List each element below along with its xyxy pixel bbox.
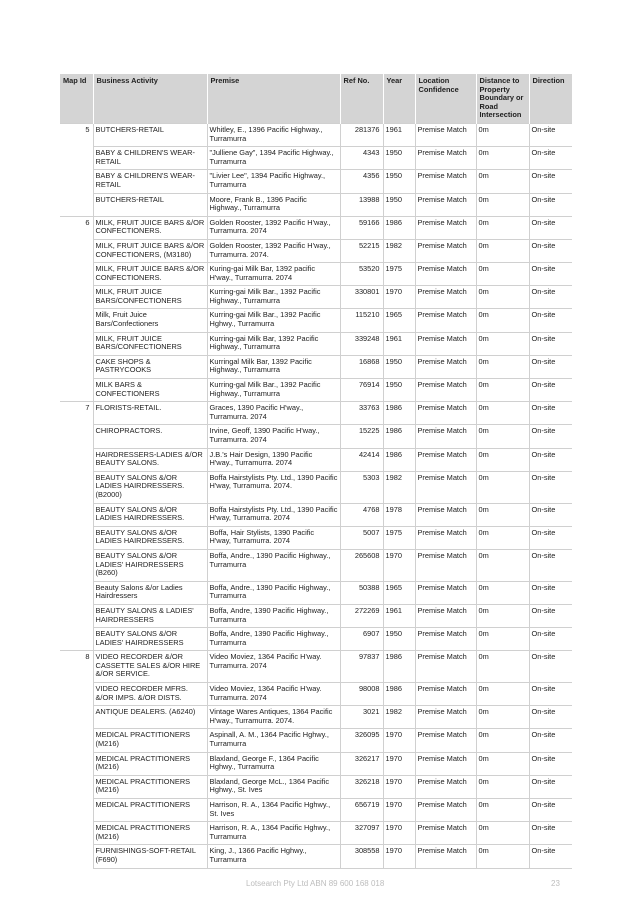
- table-row: [60, 170, 572, 193]
- distance-cell: 0m: [476, 549, 529, 581]
- map-id-cell: [60, 752, 93, 775]
- map-id-cell: [60, 379, 93, 402]
- map-id-cell: 7: [60, 402, 93, 425]
- location-confidence-cell: Premise Match: [415, 706, 476, 729]
- ref-no-cell: 326095: [340, 729, 383, 752]
- map-id-cell: [60, 581, 93, 604]
- business-activity-cell: MILK, FRUIT JUICE BARS &/OR CONFECTIONERS.: [93, 216, 207, 239]
- location-confidence-cell: Premise Match: [415, 471, 476, 503]
- premise-cell: Kurring-gal Milk Bar., 1392 Pacific Highway., Turramurra: [207, 379, 340, 402]
- premise-cell: Moore, Frank B., 1396 Pacific Highway., Turramurra: [207, 193, 340, 216]
- map-id-cell: [60, 309, 93, 332]
- premise-cell: Video Moviez, 1364 Pacific H'way. Turramurra. 2074: [207, 683, 340, 706]
- ref-no-cell: 6907: [340, 628, 383, 651]
- business-activity-cell: FLORISTS-RETAIL.: [93, 402, 207, 425]
- table-row: [60, 651, 572, 683]
- premise-cell: "Livier Lee", 1394 Pacific Highway., Turramurra: [207, 170, 340, 193]
- premise-cell: Boffa, Andre, 1390 Pacific Highway., Turramurra: [207, 604, 340, 627]
- table-row: [60, 425, 572, 448]
- business-activity-cell: MILK, FRUIT JUICE BARS &/OR CONFECTIONERS.: [93, 263, 207, 286]
- map-id-cell: [60, 147, 93, 170]
- column-header: Premise: [207, 74, 340, 123]
- business-activity-cell: MILK, FRUIT JUICE BARS &/OR CONFECTIONERS, (M3180): [93, 239, 207, 262]
- location-confidence-cell: Premise Match: [415, 628, 476, 651]
- direction-cell: On-site: [529, 379, 572, 402]
- table-row: [60, 216, 572, 239]
- year-cell: 1970: [383, 729, 415, 752]
- map-id-cell: [60, 286, 93, 309]
- location-confidence-cell: Premise Match: [415, 549, 476, 581]
- direction-cell: On-site: [529, 752, 572, 775]
- ref-no-cell: 656719: [340, 799, 383, 822]
- business-activity-cell: BUTCHERS-RETAIL: [93, 193, 207, 216]
- business-activity-cell: BEAUTY SALONS & LADIES' HAIRDRESSERS: [93, 604, 207, 627]
- column-header: Year: [383, 74, 415, 123]
- location-confidence-cell: Premise Match: [415, 239, 476, 262]
- table-row: [60, 239, 572, 262]
- ref-no-cell: 4768: [340, 503, 383, 526]
- map-id-cell: 8: [60, 651, 93, 683]
- premise-cell: Harrison, R. A., 1364 Pacific Hghwy., Turramurra: [207, 822, 340, 845]
- ref-no-cell: 5303: [340, 471, 383, 503]
- table-header-row: [60, 74, 572, 123]
- year-cell: 1986: [383, 402, 415, 425]
- year-cell: 1970: [383, 822, 415, 845]
- table-row: [60, 628, 572, 651]
- location-confidence-cell: Premise Match: [415, 581, 476, 604]
- distance-cell: 0m: [476, 752, 529, 775]
- direction-cell: On-site: [529, 775, 572, 798]
- ref-no-cell: 5007: [340, 526, 383, 549]
- premise-cell: J.B.'s Hair Design, 1390 Pacific H'way., Turramurra. 2074: [207, 448, 340, 471]
- direction-cell: On-site: [529, 628, 572, 651]
- distance-cell: 0m: [476, 471, 529, 503]
- year-cell: 1982: [383, 471, 415, 503]
- distance-cell: 0m: [476, 425, 529, 448]
- column-header: Business Activity: [93, 74, 207, 123]
- location-confidence-cell: Premise Match: [415, 309, 476, 332]
- year-cell: 1965: [383, 309, 415, 332]
- direction-cell: On-site: [529, 526, 572, 549]
- map-id-cell: [60, 503, 93, 526]
- ref-no-cell: 330801: [340, 286, 383, 309]
- ref-no-cell: 50388: [340, 581, 383, 604]
- ref-no-cell: 3021: [340, 706, 383, 729]
- distance-cell: 0m: [476, 581, 529, 604]
- year-cell: 1986: [383, 683, 415, 706]
- distance-cell: 0m: [476, 822, 529, 845]
- location-confidence-cell: Premise Match: [415, 503, 476, 526]
- year-cell: 1970: [383, 799, 415, 822]
- distance-cell: 0m: [476, 239, 529, 262]
- distance-cell: 0m: [476, 526, 529, 549]
- year-cell: 1950: [383, 170, 415, 193]
- business-activity-cell: ANTIQUE DEALERS. (A6240): [93, 706, 207, 729]
- premise-cell: Graces, 1390 Pacific H'way., Turramurra. 2074: [207, 402, 340, 425]
- map-id-cell: [60, 683, 93, 706]
- year-cell: 1982: [383, 239, 415, 262]
- direction-cell: On-site: [529, 123, 572, 146]
- location-confidence-cell: Premise Match: [415, 526, 476, 549]
- map-id-cell: [60, 355, 93, 378]
- ref-no-cell: 42414: [340, 448, 383, 471]
- table-row: [60, 263, 572, 286]
- map-id-cell: [60, 729, 93, 752]
- table-row: [60, 193, 572, 216]
- premise-cell: Kurring-gai Milk Bar., 1392 Pacific Highway., Turramurra: [207, 286, 340, 309]
- table-row: [60, 123, 572, 146]
- business-activity-cell: MILK BARS & CONFECTIONERS: [93, 379, 207, 402]
- distance-cell: 0m: [476, 170, 529, 193]
- direction-cell: On-site: [529, 263, 572, 286]
- map-id-cell: [60, 822, 93, 845]
- direction-cell: On-site: [529, 845, 572, 868]
- premise-cell: Blaxland, George F., 1364 Pacific Hghwy., Turramurra: [207, 752, 340, 775]
- year-cell: 1950: [383, 379, 415, 402]
- premise-cell: "Julliene Gay", 1394 Pacific Highway., Turramurra: [207, 147, 340, 170]
- year-cell: 1970: [383, 775, 415, 798]
- business-activity-cell: HAIRDRESSERS-LADIES &/OR BEAUTY SALONS.: [93, 448, 207, 471]
- distance-cell: 0m: [476, 706, 529, 729]
- business-activity-cell: MILK, FRUIT JUICE BARS/CONFECTIONERS: [93, 332, 207, 355]
- ref-no-cell: 4356: [340, 170, 383, 193]
- year-cell: 1950: [383, 355, 415, 378]
- map-id-cell: [60, 263, 93, 286]
- map-id-cell: [60, 448, 93, 471]
- direction-cell: On-site: [529, 799, 572, 822]
- map-id-cell: [60, 549, 93, 581]
- table-row: [60, 729, 572, 752]
- table-row: [60, 332, 572, 355]
- premise-cell: Harrison, R. A., 1364 Pacific Hghwy., St. Ives: [207, 799, 340, 822]
- year-cell: 1986: [383, 216, 415, 239]
- direction-cell: On-site: [529, 471, 572, 503]
- business-activity-cell: VIDEO RECORDER &/OR CASSETTE SALES &/OR HIRE &/OR SERVICE.: [93, 651, 207, 683]
- location-confidence-cell: Premise Match: [415, 193, 476, 216]
- year-cell: 1978: [383, 503, 415, 526]
- ref-no-cell: 98008: [340, 683, 383, 706]
- column-header: Distance to Property Boundary or Road Intersection: [476, 74, 529, 123]
- location-confidence-cell: Premise Match: [415, 170, 476, 193]
- business-activity-cell: CHIROPRACTORS.: [93, 425, 207, 448]
- map-id-cell: [60, 170, 93, 193]
- year-cell: 1950: [383, 147, 415, 170]
- business-activity-cell: Beauty Salons &/or Ladies Hairdressers: [93, 581, 207, 604]
- premise-cell: Golden Rooster, 1392 Pacific H'way., Turramurra. 2074: [207, 216, 340, 239]
- year-cell: 1961: [383, 604, 415, 627]
- business-activity-cell: MEDICAL PRACTITIONERS (M216): [93, 822, 207, 845]
- direction-cell: On-site: [529, 549, 572, 581]
- premise-cell: Kuring-gai Milk Bar, 1392 pacific H'way., Turramurra. 2074: [207, 263, 340, 286]
- map-id-cell: 6: [60, 216, 93, 239]
- premise-cell: Kurringal Milk Bar, 1392 Pacific Highway., Turramurra: [207, 355, 340, 378]
- ref-no-cell: 52215: [340, 239, 383, 262]
- table-row: [60, 581, 572, 604]
- table-row: [60, 526, 572, 549]
- year-cell: 1965: [383, 581, 415, 604]
- direction-cell: On-site: [529, 604, 572, 627]
- map-id-cell: [60, 799, 93, 822]
- table-row: [60, 752, 572, 775]
- distance-cell: 0m: [476, 448, 529, 471]
- business-activity-cell: MEDICAL PRACTITIONERS (M216): [93, 775, 207, 798]
- direction-cell: On-site: [529, 651, 572, 683]
- ref-no-cell: 16868: [340, 355, 383, 378]
- location-confidence-cell: Premise Match: [415, 216, 476, 239]
- business-activity-cell: BEAUTY SALONS &/OR LADIES HAIRDRESSERS.: [93, 526, 207, 549]
- distance-cell: 0m: [476, 379, 529, 402]
- business-activity-cell: FURNISHINGS-SOFT-RETAIL (F690): [93, 845, 207, 868]
- table-row: [60, 286, 572, 309]
- distance-cell: 0m: [476, 402, 529, 425]
- business-activity-cell: Milk, Fruit Juice Bars/Confectioners: [93, 309, 207, 332]
- business-activity-cell: BABY & CHILDREN'S WEAR-RETAIL: [93, 147, 207, 170]
- table-row: [60, 775, 572, 798]
- table-row: [60, 683, 572, 706]
- direction-cell: On-site: [529, 309, 572, 332]
- table-row: [60, 604, 572, 627]
- direction-cell: On-site: [529, 448, 572, 471]
- direction-cell: On-site: [529, 147, 572, 170]
- direction-cell: On-site: [529, 729, 572, 752]
- direction-cell: On-site: [529, 503, 572, 526]
- location-confidence-cell: Premise Match: [415, 822, 476, 845]
- distance-cell: 0m: [476, 775, 529, 798]
- map-id-cell: [60, 239, 93, 262]
- column-header: Map Id: [60, 74, 93, 123]
- map-id-cell: [60, 706, 93, 729]
- table-body: [60, 123, 572, 868]
- distance-cell: 0m: [476, 845, 529, 868]
- map-id-cell: 5: [60, 123, 93, 146]
- ref-no-cell: 265608: [340, 549, 383, 581]
- distance-cell: 0m: [476, 332, 529, 355]
- business-activity-cell: BUTCHERS-RETAIL: [93, 123, 207, 146]
- distance-cell: 0m: [476, 123, 529, 146]
- location-confidence-cell: Premise Match: [415, 799, 476, 822]
- location-confidence-cell: Premise Match: [415, 332, 476, 355]
- premise-cell: Vintage Wares Antiques, 1364 Pacific H'way., Turramurra. 2074.: [207, 706, 340, 729]
- direction-cell: On-site: [529, 170, 572, 193]
- direction-cell: On-site: [529, 286, 572, 309]
- map-id-cell: [60, 775, 93, 798]
- location-confidence-cell: Premise Match: [415, 729, 476, 752]
- direction-cell: On-site: [529, 683, 572, 706]
- ref-no-cell: 326217: [340, 752, 383, 775]
- premise-cell: Video Moviez, 1364 Pacific H'way. Turramurra. 2074: [207, 651, 340, 683]
- table-row: [60, 822, 572, 845]
- direction-cell: On-site: [529, 332, 572, 355]
- map-id-cell: [60, 332, 93, 355]
- table-row: [60, 402, 572, 425]
- business-activity-cell: VIDEO RECORDER MFRS. &/OR IMPS. &/OR DISTS.: [93, 683, 207, 706]
- ref-no-cell: 15225: [340, 425, 383, 448]
- map-id-cell: [60, 471, 93, 503]
- business-activity-cell: BABY & CHILDREN'S WEAR-RETAIL: [93, 170, 207, 193]
- business-directory-table-container: [60, 74, 572, 869]
- direction-cell: On-site: [529, 822, 572, 845]
- premise-cell: Boffa, Andre., 1390 Pacific Highway., Turramurra: [207, 581, 340, 604]
- ref-no-cell: 339248: [340, 332, 383, 355]
- premise-cell: Kurring-gai Milk Bar., 1392 Pacific Hghwy., Turramurra: [207, 309, 340, 332]
- location-confidence-cell: Premise Match: [415, 379, 476, 402]
- table-row: [60, 379, 572, 402]
- map-id-cell: [60, 526, 93, 549]
- ref-no-cell: 76914: [340, 379, 383, 402]
- year-cell: 1986: [383, 651, 415, 683]
- direction-cell: On-site: [529, 355, 572, 378]
- direction-cell: On-site: [529, 706, 572, 729]
- table-row: [60, 355, 572, 378]
- location-confidence-cell: Premise Match: [415, 683, 476, 706]
- location-confidence-cell: Premise Match: [415, 147, 476, 170]
- table-row: [60, 147, 572, 170]
- business-activity-cell: MILK, FRUIT JUICE BARS/CONFECTIONERS: [93, 286, 207, 309]
- table-row: [60, 503, 572, 526]
- year-cell: 1961: [383, 332, 415, 355]
- premise-cell: Kurring-gai Milk Bar, 1392 Pacific Highway., Turramurra: [207, 332, 340, 355]
- premise-cell: Whitley, E., 1396 Pacific Highway., Turramurra: [207, 123, 340, 146]
- year-cell: 1950: [383, 193, 415, 216]
- premise-cell: Blaxland, George McL., 1364 Pacific Hghwy., St. Ives: [207, 775, 340, 798]
- year-cell: 1970: [383, 752, 415, 775]
- table-row: [60, 549, 572, 581]
- year-cell: 1970: [383, 549, 415, 581]
- distance-cell: 0m: [476, 604, 529, 627]
- column-header: Location Confidence: [415, 74, 476, 123]
- year-cell: 1986: [383, 425, 415, 448]
- ref-no-cell: 115210: [340, 309, 383, 332]
- premise-cell: Aspinall, A. M., 1364 Pacific Hghwy., Turramurra: [207, 729, 340, 752]
- business-activity-cell: BEAUTY SALONS &/OR LADIES HAIRDRESSERS. (B2000): [93, 471, 207, 503]
- location-confidence-cell: Premise Match: [415, 402, 476, 425]
- business-activity-cell: CAKE SHOPS & PASTRYCOOKS: [93, 355, 207, 378]
- direction-cell: On-site: [529, 425, 572, 448]
- distance-cell: 0m: [476, 216, 529, 239]
- year-cell: 1950: [383, 628, 415, 651]
- business-activity-cell: BEAUTY SALONS &/OR LADIES' HAIRDRESSERS (B260): [93, 549, 207, 581]
- ref-no-cell: 281376: [340, 123, 383, 146]
- table-row: [60, 845, 572, 868]
- location-confidence-cell: Premise Match: [415, 752, 476, 775]
- premise-cell: Irvine, Geoff, 1390 Pacific H'way., Turramurra. 2074: [207, 425, 340, 448]
- year-cell: 1970: [383, 845, 415, 868]
- location-confidence-cell: Premise Match: [415, 286, 476, 309]
- location-confidence-cell: Premise Match: [415, 448, 476, 471]
- location-confidence-cell: Premise Match: [415, 845, 476, 868]
- distance-cell: 0m: [476, 729, 529, 752]
- distance-cell: 0m: [476, 799, 529, 822]
- ref-no-cell: 327097: [340, 822, 383, 845]
- year-cell: 1970: [383, 286, 415, 309]
- ref-no-cell: 272269: [340, 604, 383, 627]
- location-confidence-cell: Premise Match: [415, 604, 476, 627]
- map-id-cell: [60, 604, 93, 627]
- business-activity-cell: BEAUTY SALONS &/OR LADIES' HAIRDRESSERS: [93, 628, 207, 651]
- location-confidence-cell: Premise Match: [415, 263, 476, 286]
- year-cell: 1961: [383, 123, 415, 146]
- map-id-cell: [60, 193, 93, 216]
- distance-cell: 0m: [476, 651, 529, 683]
- direction-cell: On-site: [529, 216, 572, 239]
- distance-cell: 0m: [476, 193, 529, 216]
- location-confidence-cell: Premise Match: [415, 425, 476, 448]
- business-directory-table: [60, 74, 572, 869]
- location-confidence-cell: Premise Match: [415, 123, 476, 146]
- business-activity-cell: MEDICAL PRACTITIONERS: [93, 799, 207, 822]
- premise-cell: Boffa Hairstylists Pty. Ltd., 1390 Pacific H'way, Turramurra. 2074.: [207, 471, 340, 503]
- location-confidence-cell: Premise Match: [415, 775, 476, 798]
- distance-cell: 0m: [476, 628, 529, 651]
- table-row: [60, 448, 572, 471]
- footer-company-text: Lotsearch Pty Ltd ABN 89 600 168 018: [246, 879, 385, 888]
- distance-cell: 0m: [476, 355, 529, 378]
- premise-cell: King, J., 1366 Pacific Hghwy., Turramurra: [207, 845, 340, 868]
- map-id-cell: [60, 425, 93, 448]
- column-header: Ref No.: [340, 74, 383, 123]
- ref-no-cell: 13988: [340, 193, 383, 216]
- premise-cell: Boffa Hairstylists Pty. Ltd., 1390 Pacific H'way, Turramurra. 2074: [207, 503, 340, 526]
- location-confidence-cell: Premise Match: [415, 355, 476, 378]
- year-cell: 1982: [383, 706, 415, 729]
- location-confidence-cell: Premise Match: [415, 651, 476, 683]
- distance-cell: 0m: [476, 309, 529, 332]
- premise-cell: Boffa, Andre., 1390 Pacific Highway., Turramurra: [207, 549, 340, 581]
- premise-cell: Boffa, Andre, 1390 Pacific Highway., Turramurra: [207, 628, 340, 651]
- ref-no-cell: 53520: [340, 263, 383, 286]
- ref-no-cell: 308558: [340, 845, 383, 868]
- page-number: 23: [551, 879, 560, 888]
- map-id-cell: [60, 845, 93, 868]
- ref-no-cell: 59166: [340, 216, 383, 239]
- year-cell: 1986: [383, 448, 415, 471]
- business-activity-cell: MEDICAL PRACTITIONERS (M216): [93, 729, 207, 752]
- column-header: Direction: [529, 74, 572, 123]
- year-cell: 1975: [383, 263, 415, 286]
- distance-cell: 0m: [476, 147, 529, 170]
- year-cell: 1975: [383, 526, 415, 549]
- business-activity-cell: MEDICAL PRACTITIONERS (M216): [93, 752, 207, 775]
- ref-no-cell: 33763: [340, 402, 383, 425]
- direction-cell: On-site: [529, 402, 572, 425]
- ref-no-cell: 326218: [340, 775, 383, 798]
- business-activity-cell: BEAUTY SALONS &/OR LADIES HAIRDRESSERS.: [93, 503, 207, 526]
- direction-cell: On-site: [529, 239, 572, 262]
- premise-cell: Golden Rooster, 1392 Pacific H'way., Turramurra. 2074.: [207, 239, 340, 262]
- distance-cell: 0m: [476, 263, 529, 286]
- ref-no-cell: 97837: [340, 651, 383, 683]
- table-row: [60, 309, 572, 332]
- table-row: [60, 706, 572, 729]
- distance-cell: 0m: [476, 503, 529, 526]
- table-row: [60, 799, 572, 822]
- ref-no-cell: 4343: [340, 147, 383, 170]
- distance-cell: 0m: [476, 286, 529, 309]
- premise-cell: Boffa, Hair Stylists, 1390 Pacific H'way, Turramurra. 2074: [207, 526, 340, 549]
- table-row: [60, 471, 572, 503]
- direction-cell: On-site: [529, 581, 572, 604]
- distance-cell: 0m: [476, 683, 529, 706]
- map-id-cell: [60, 628, 93, 651]
- direction-cell: On-site: [529, 193, 572, 216]
